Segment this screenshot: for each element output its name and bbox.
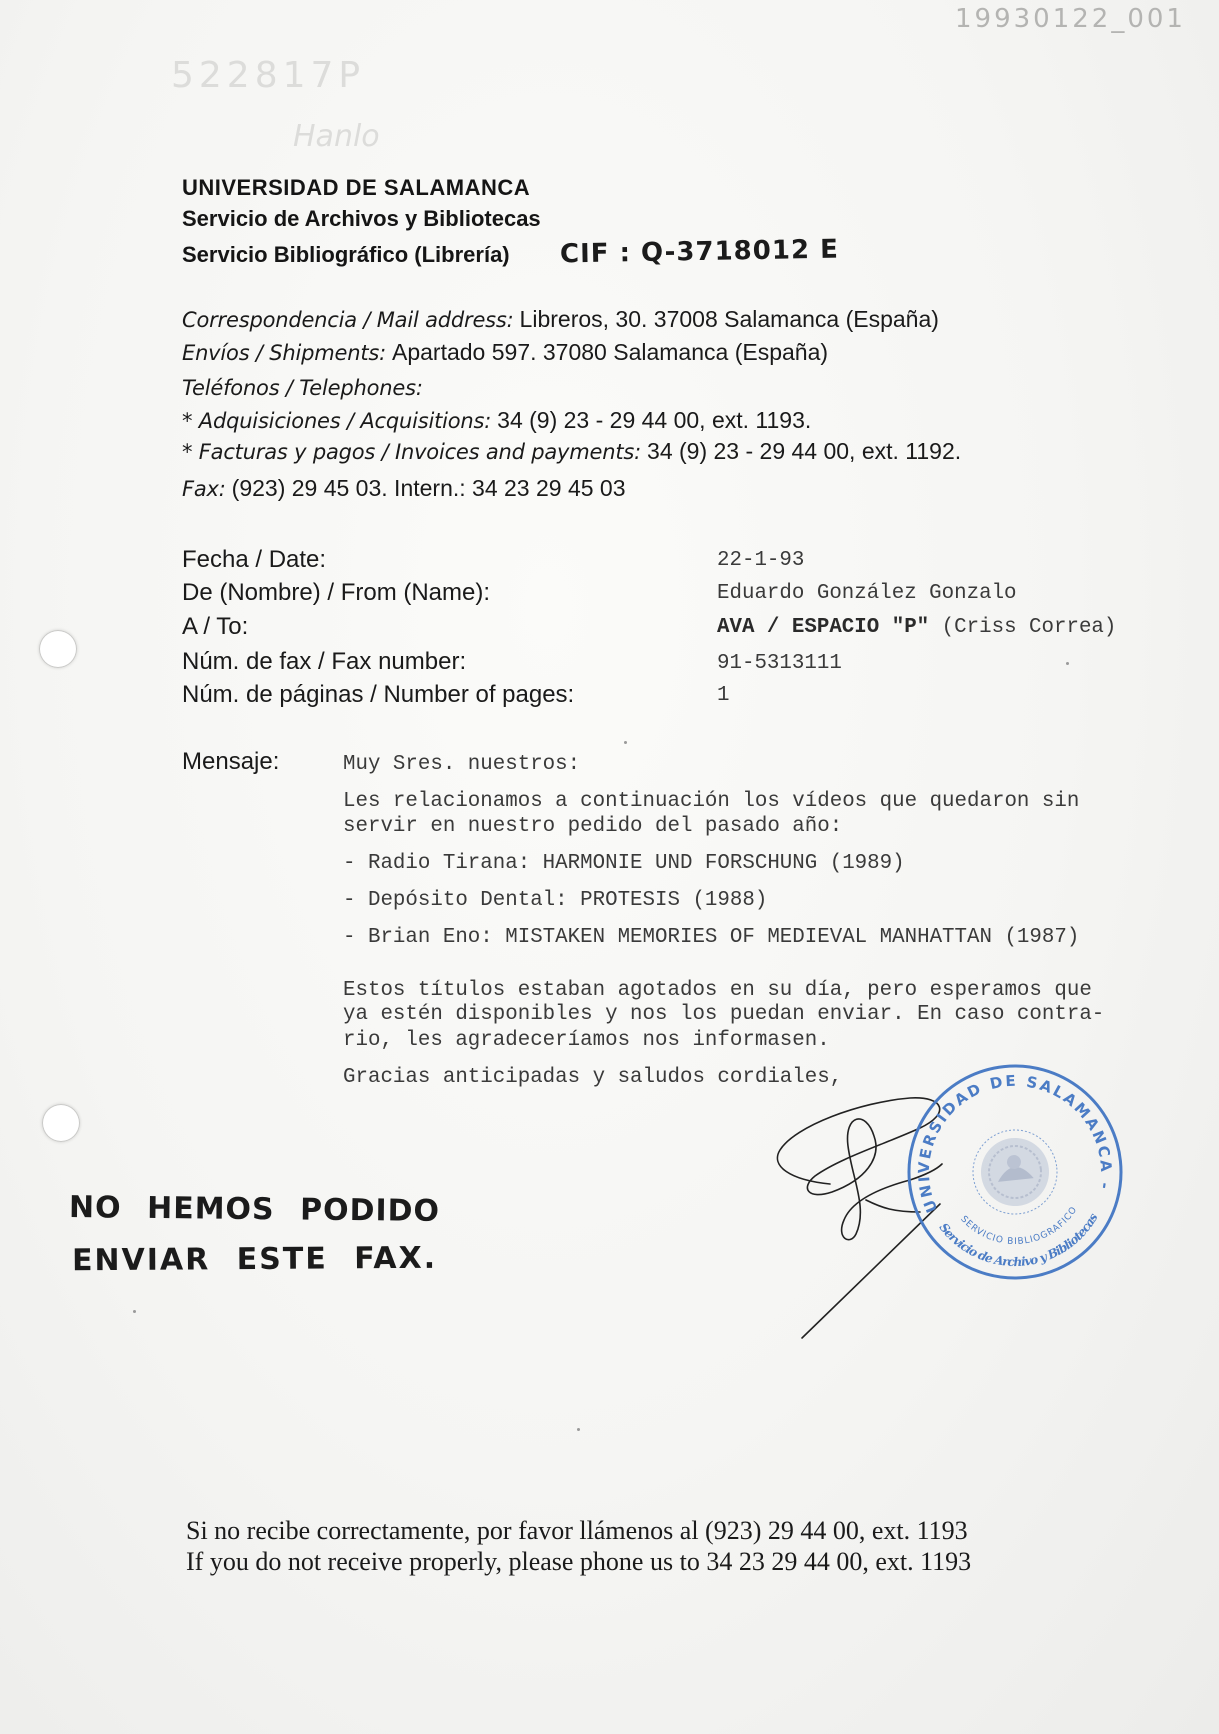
footer-english: If you do not receive properly, please phone us to 34 23 29 44 00, ext. 1193 (186, 1547, 972, 1576)
phones-line (182, 376, 423, 399)
to-value-recipient: AVA / ESPACIO "P" (717, 616, 930, 639)
acquisitions-value: 34 (9) 23 - 29 44 00, ext. 1193. (497, 407, 812, 433)
acquisitions-line (182, 409, 811, 432)
invoices-label: * Facturas y pagos / Invoices and payments: (182, 440, 642, 464)
stamp-outer-text: UNIVERSIDAD DE SALAMANCA - (914, 1071, 1116, 1216)
message-list-item: - Brian Eno: MISTAKEN MEMORIES OF MEDIEVAL MANHATTAN (1987) (343, 926, 1080, 949)
to-value-contact: (Criss Correa) (941, 616, 1117, 639)
cif-handwritten: CIF : Q-3718012 E (559, 234, 840, 270)
fax-line (182, 477, 626, 500)
shipments-label: Envíos / Shipments: (182, 341, 386, 365)
shipments-value: Apartado 597. 37080 Salamanca (España) (392, 339, 829, 365)
invoices-line (182, 440, 961, 463)
bookshop-name: Servicio Bibliográfico (Librería) (182, 242, 510, 267)
from-value: Eduardo González Gonzalo (717, 582, 1017, 605)
message-line: ya estén disponibles y nos los puedan enviar. En caso contra- (343, 1003, 1105, 1026)
university-stamp (894, 1051, 1136, 1293)
service-name: Servicio de Archivos y Bibliotecas (182, 206, 541, 231)
message-label: Mensaje: (182, 748, 280, 775)
stamp-emblem (978, 1135, 1053, 1210)
mail-address-value: Libreros, 30. 37008 Salamanca (España) (519, 306, 939, 332)
fax-number-value: 91-5313111 (717, 652, 842, 675)
handwritten-note-line2: ENVIAR ESTE FAX. (71, 1240, 438, 1279)
phones-label: Teléfonos / Telephones: (182, 376, 423, 400)
pencil-name: Hanlo (293, 119, 380, 154)
date-label: Fecha / Date: (182, 546, 327, 573)
handwritten-note-line1: NO HEMOS PODIDO (68, 1190, 441, 1229)
speck (624, 741, 627, 744)
shipments-line (182, 341, 828, 364)
speck (577, 1428, 580, 1431)
fax-value: (923) 29 45 03. Intern.: 34 23 29 45 03 (231, 475, 626, 501)
university-name: UNIVERSIDAD DE SALAMANCA (182, 175, 531, 200)
message-line: Muy Sres. nuestros: (343, 753, 581, 776)
fax-number-label: Núm. de fax / Fax number: (182, 648, 467, 675)
speck (133, 1310, 136, 1313)
footer-spanish: Si no recibe correctamente, por favor llámenos al (923) 29 44 00, ext. 1193 (186, 1516, 968, 1545)
fax-label: Fax: (182, 477, 226, 501)
archive-id: 19930122_001 (955, 4, 1186, 34)
speck (1066, 662, 1069, 665)
acquisitions-label: * Adquisiciones / Acquisitions: (182, 409, 492, 433)
from-label: De (Nombre) / From (Name): (182, 579, 491, 606)
pages-label: Núm. de páginas / Number of pages: (182, 681, 575, 708)
stamp-bottom-text: Servicio de Archivo y Bibliotecas (936, 1210, 1101, 1270)
date-value: 22-1-93 (717, 549, 805, 572)
pencil-reference: 522817P (171, 55, 366, 96)
message-closing: Gracias anticipadas y saludos cordiales, (343, 1066, 843, 1089)
punch-hole-top (39, 630, 77, 668)
punch-hole-bottom (42, 1104, 80, 1142)
message-line: rio, les agradeceríamos nos informasen. (343, 1029, 830, 1052)
message-line: servir en nuestro pedido del pasado año: (343, 815, 843, 838)
message-list-item: - Radio Tirana: HARMONIE UND FORSCHUNG (1989) (343, 852, 905, 875)
message-line: Estos títulos estaban agotados en su día, pero esperamos que (343, 979, 1092, 1002)
message-list-item: - Depósito Dental: PROTESIS (1988) (343, 889, 768, 912)
invoices-value: 34 (9) 23 - 29 44 00, ext. 1192. (647, 438, 962, 464)
to-value (717, 618, 1116, 639)
mail-address-label: Correspondencia / Mail address: (182, 308, 514, 332)
to-label: A / To: (182, 613, 249, 640)
message-line: Les relacionamos a continuación los vídeos que quedaron sin (343, 790, 1080, 813)
pages-value: 1 (717, 684, 730, 707)
stamp-inner-text: SERVICIO BIBLIOGRAFICO (958, 1205, 1080, 1248)
mail-address-line (182, 308, 939, 331)
